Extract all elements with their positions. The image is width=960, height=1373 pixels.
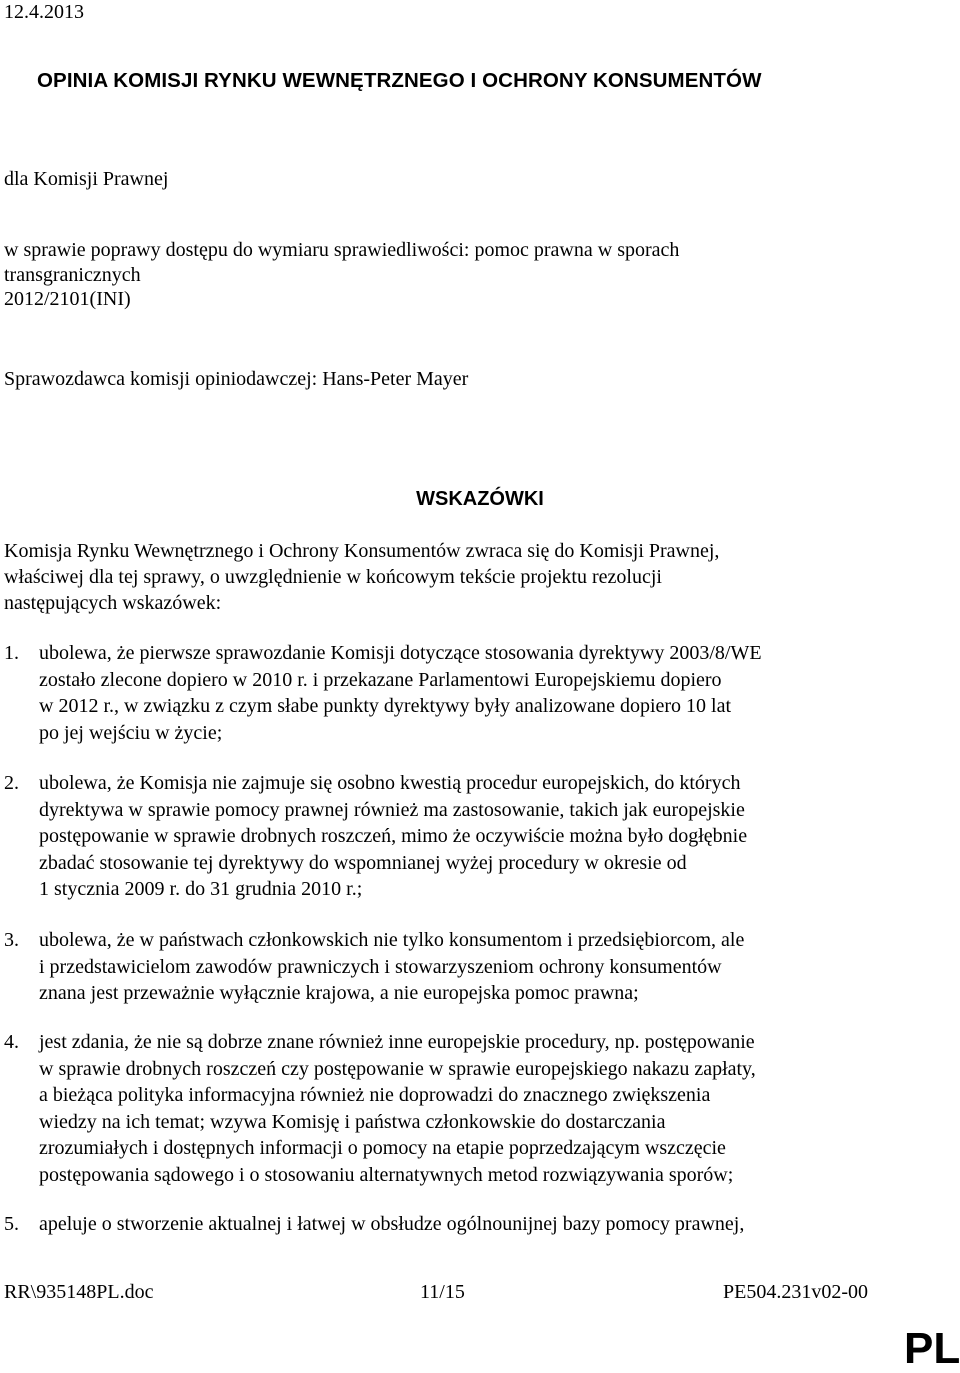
item-line: i przedstawicielom zawodów prawniczych i stowarzyszeniom ochrony konsumentów [39,955,722,978]
opinion-title: OPINIA KOMISJI RYNKU WEWNĘTRZNEGO I OCHRONY KONSUMENTÓW [37,69,762,92]
item-line: znana jest przeważnie wyłącznie krajowa, a nie europejska pomoc prawna; [39,982,639,1004]
item-line: ubolewa, że Komisja nie zajmuje się osobno kwestią procedur europejskich, do których [39,772,741,794]
item-line: zbadać stosowanie tej dyrektywy do wspomnianej wyżej procedury w okresie od [39,851,687,874]
item-text [39,927,744,1007]
intro-line: następujących wskazówek: [4,592,222,614]
item-line: ubolewa, że w państwach członkowskich nie tylko konsumentom i przedsiębiorcom, ale [39,929,745,951]
item-line: postępowania sądowego i o stosowaniu alternatywnych metod rozwiązywania sporów; [39,1163,734,1186]
intro-line: właściwej dla tej sprawy, o uwzględnienie w końcowym tekście projektu rezolucji [4,566,662,588]
item-text [39,1029,756,1188]
subject-line: transgranicznych [4,263,141,286]
item-number: 3. [4,929,19,951]
item-line: zostało zlecone dopiero w 2010 r. i przekazane Parlamentowi Europejskiemu dopiero [39,668,722,691]
item-line: dyrektywa w sprawie pomocy prawnej również ma zastosowanie, takich jak europejskie [39,798,745,821]
item-line: apeluje o stworzenie aktualnej i łatwej w obsłudze ogólnounijnej bazy pomocy prawnej, [39,1213,745,1235]
item-text [39,770,747,903]
item-number: 1. [4,642,19,664]
item-number: 4. [4,1031,19,1053]
opinion-subject [4,238,904,312]
item-line: w 2012 r., w związku z czym słabe punkty dyrektywy były analizowane dopiero 10 lat [39,695,732,717]
procedure-number: 2012/2101(INI) [4,288,131,310]
subject-line: w sprawie poprawy dostępu do wymiaru sprawiedliwości: pomoc prawna w sporach [4,239,680,261]
item-number: 5. [4,1213,19,1235]
page-number: 11/15 [420,1281,465,1303]
addressee-committee: dla Komisji Prawnej [4,168,169,190]
section-title: WSKAZÓWKI [416,488,544,510]
item-line: wiedzy na ich temat; wzywa Komisję i państwa członkowskie do dostarczania [39,1110,666,1133]
item-number: 2. [4,772,19,794]
intro-paragraph [4,538,719,616]
file-reference: RR\935148PL.doc [4,1281,154,1303]
intro-line: Komisja Rynku Wewnętrznego i Ochrony Konsumentów zwraca się do Komisji Prawnej, [4,540,720,562]
item-line: po jej wejściu w życie; [39,721,223,744]
item-line: 1 stycznia 2009 r. do 31 grudnia 2010 r.; [39,878,363,900]
pe-reference: PE504.231v02-00 [723,1281,868,1303]
item-text [39,640,762,746]
rapporteur-line: Sprawozdawca komisji opiniodawczej: Hans-Peter Mayer [4,368,469,390]
item-line: jest zdania, że nie są dobrze znane również inne europejskie procedury, np. postępowanie [39,1031,755,1053]
language-code: PL [904,1324,960,1373]
item-line: ubolewa, że pierwsze sprawozdanie Komisji dotyczące stosowania dyrektywy 2003/8/WE [39,642,762,664]
item-text [39,1211,744,1238]
document-date: 12.4.2013 [4,1,84,23]
item-line: zrozumiałych i dostępnych informacji o pomocy na etapie poprzedzającym wszczęcie [39,1137,726,1159]
item-line: postępowanie w sprawie drobnych roszczeń, mimo że oczywiście można było dogłębnie [39,825,748,847]
item-line: a bieżąca polityka informacyjna również nie doprowadzi do znacznego zwiększenia [39,1084,711,1106]
item-line: w sprawie drobnych roszczeń czy postępowanie w sprawie europejskiego nakazu zapłaty, [39,1057,756,1080]
